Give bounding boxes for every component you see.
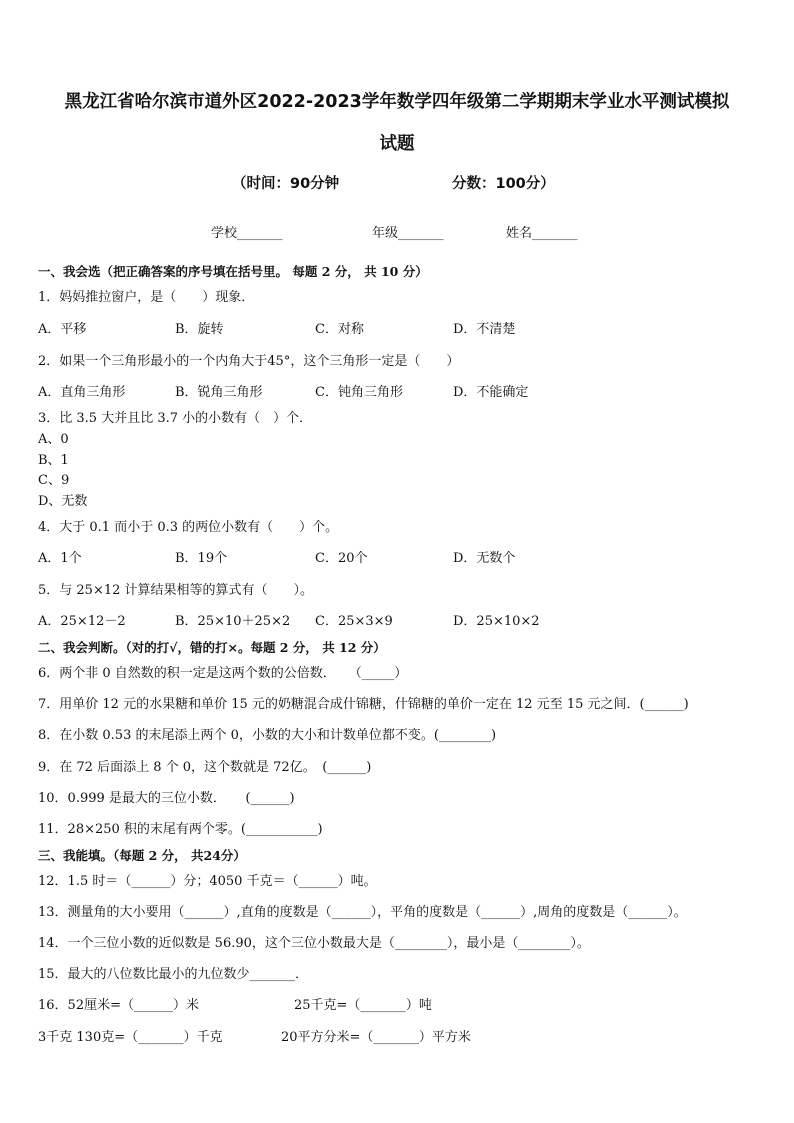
question-10: 10．0.999 是最大的三位小数． (______)	[38, 791, 295, 806]
question-14: 14．一个三位小数的近似数是 56.90，这个三位小数最大是（________），最小是（________）。	[38, 936, 590, 951]
question-16-part-d: 20平方分米=（_______）平方米	[281, 1030, 471, 1045]
q1-option-d: D．不清楚	[453, 322, 516, 337]
q2-option-a: A．直角三角形	[38, 385, 126, 400]
question-7: 7．用单价 12 元的水果糖和单价 15 元的奶糖混合成什锦糖，什锦糖的单价一定在 12 元至 15 元之间．(______)	[38, 697, 689, 712]
question-16-part-a: 16．52厘米=（______）米	[38, 998, 199, 1013]
section-heading-choice: 一、我会选（把正确答案的序号填在括号里。 每题 2 分， 共 10 分）	[38, 264, 428, 279]
question-1: 1．妈妈推拉窗户，是（ ）现象．	[38, 290, 255, 305]
q4-option-d: D．无数个	[453, 551, 516, 566]
question-16-part-c: 3千克 130克=（_______）千克	[38, 1030, 223, 1045]
grade-field[interactable]: 年级_______	[372, 226, 444, 241]
q3-option-a: A、0	[38, 432, 69, 447]
question-4: 4．大于 0.1 而小于 0.3 的两位小数有（ ）个。	[38, 520, 339, 535]
q5-option-a: A．25×12－2	[38, 614, 126, 629]
question-12: 12．1.5 时＝（______）分；4050 千克＝（______）吨。	[38, 874, 377, 889]
question-8: 8．在小数 0.53 的末尾添上两个 0，小数的大小和计数单位都不变。(________)	[38, 728, 497, 743]
q5-option-d: D．25×10×2	[453, 614, 540, 629]
exam-title-line2: 试题	[379, 134, 415, 154]
question-6: 6．两个非 0 自然数的积一定是这两个数的公倍数． （_____）	[38, 666, 408, 681]
q1-option-a: A．平移	[38, 322, 87, 337]
question-9: 9．在 72 后面添上 8 个 0，这个数就是 72亿。 (______)	[38, 760, 372, 775]
q1-option-b: B．旋转	[175, 322, 224, 337]
score-info: 分数：100分）	[452, 176, 555, 192]
name-field[interactable]: 姓名_______	[506, 226, 578, 241]
question-13: 13．测量角的大小要用（______）,直角的度数是（______），平角的度数是（______）,周角的度数是（______）。	[38, 905, 687, 920]
q4-option-a: A．1个	[38, 551, 82, 566]
q2-option-b: B．锐角三角形	[175, 385, 263, 400]
q5-option-b: B．25×10＋25×2	[175, 614, 291, 629]
q4-option-b: B．19个	[175, 551, 228, 566]
question-16-part-b: 25千克=（_______）吨	[294, 998, 432, 1013]
question-15: 15．最大的八位数比最小的九位数少_______．	[38, 967, 309, 982]
q4-option-c: C．20个	[315, 551, 368, 566]
question-2: 2．如果一个三角形最小的一个内角大于45°，这个三角形一定是（ ）	[38, 354, 460, 369]
q2-option-d: D．不能确定	[453, 385, 529, 400]
section-heading-fill: 三、我能填。（每题 2 分， 共24分）	[38, 848, 246, 863]
question-3: 3．比 3.5 大并且比 3.7 小的小数有（ ）个．	[38, 411, 313, 426]
section-heading-judge: 二、我会判断。（对的打√，错的打×。每题 2 分， 共 12 分）	[38, 640, 386, 655]
q3-option-c: C、9	[38, 473, 70, 488]
q1-option-c: C．对称	[315, 322, 364, 337]
question-5: 5．与 25×12 计算结果相等的算式有（ ）。	[38, 583, 314, 598]
q3-option-d: D、无数	[38, 494, 88, 509]
question-11: 11．28×250 积的末尾有两个零。(___________)	[38, 822, 323, 837]
q3-option-b: B、1	[38, 453, 69, 468]
school-field[interactable]: 学校_______	[211, 226, 283, 241]
q2-option-c: C．钝角三角形	[315, 385, 403, 400]
exam-title-line1: 黑龙江省哈尔滨市道外区2022-2023学年数学四年级第二学期期末学业水平测试模拟	[64, 92, 730, 112]
q5-option-c: C．25×3×9	[315, 614, 393, 629]
time-info: （时间：90分钟	[232, 176, 340, 192]
